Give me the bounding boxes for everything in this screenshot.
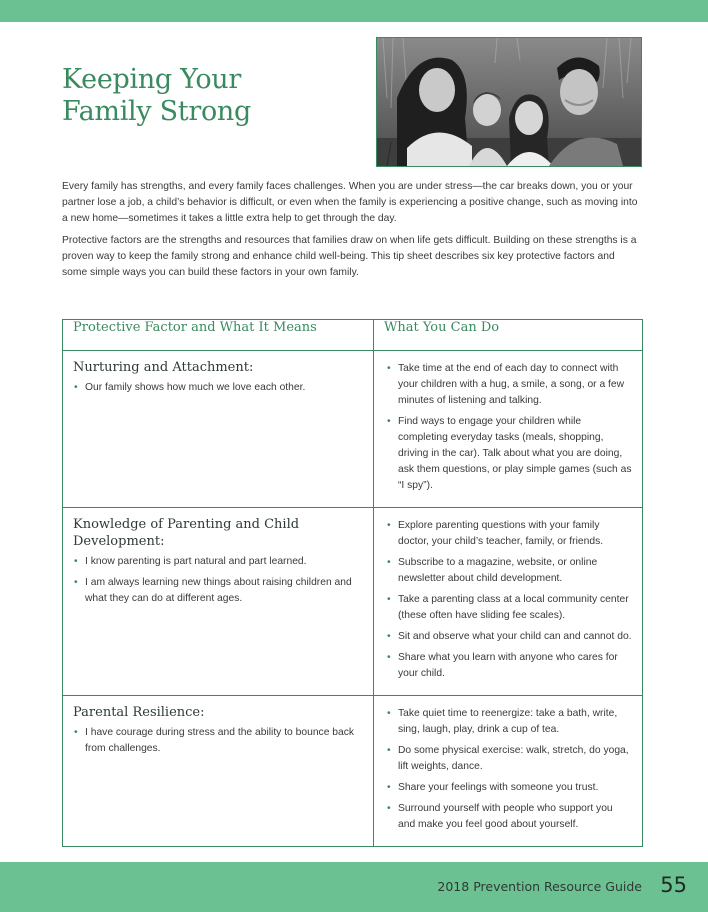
factor-meaning-list: [73, 725, 363, 757]
list-item: • Surround yourself with people who support you and make you feel good about yourself.: [398, 801, 632, 833]
list-item: • I am always learning new things about raising children and what they can do at different ages.: [85, 575, 363, 607]
page-number: 55: [660, 873, 687, 897]
factor-name: Parental Resilience:: [73, 705, 205, 720]
factor-meaning-list: [73, 380, 363, 396]
action-list: [386, 361, 632, 494]
table-row: [63, 351, 643, 508]
table-header-row: [63, 320, 643, 351]
list-item: • Take a parenting class at a local community center (these often have sliding fee scales).: [398, 592, 632, 624]
factor-name: Nurturing and Attachment:: [73, 360, 254, 375]
list-item: • Subscribe to a magazine, website, or online newsletter about child development.: [398, 555, 632, 587]
action-cell: [374, 696, 643, 847]
family-photo-illustration: [377, 38, 641, 166]
page-title-line-2: Family Strong: [62, 96, 251, 127]
action-list: [386, 706, 632, 833]
list-item: • Share your feelings with someone you trust.: [398, 780, 632, 796]
action-cell: [374, 351, 643, 508]
list-item: • Sit and observe what your child can and cannot do.: [398, 629, 632, 645]
table-row: [63, 696, 643, 847]
intro-paragraph-1: Every family has strengths, and every family faces challenges. When you are under stress—the car breaks down, you or your partner lose a job, a child’s behavior is difficult, or even when the family is experiencing a positive change, such as moving into a new home—sometimes it takes a little extra help to get through the day.: [62, 181, 638, 224]
factor-cell: [63, 351, 374, 508]
header-what-you-can-do: What You Can Do: [374, 320, 643, 351]
list-item: • Find ways to engage your children while completing everyday tasks (meals, shopping, driving in the car). Talk about what you are doing, ask them questions, or play simple games (such as “I spy”).: [398, 414, 632, 494]
intro-text: [62, 179, 642, 287]
list-item: • Do some physical exercise: walk, stretch, do yoga, lift weights, dance.: [398, 743, 632, 775]
header-protective-factor: Protective Factor and What It Means: [63, 320, 374, 351]
list-item: • Take time at the end of each day to connect with your children with a hug, a smile, a song, or a few minutes of listening and talking.: [398, 361, 632, 409]
list-item: • Explore parenting questions with your family doctor, your child’s teacher, family, or friends.: [398, 518, 632, 550]
top-accent-bar: [0, 0, 708, 22]
list-item: • Our family shows how much we love each other.: [85, 380, 363, 396]
intro-paragraph-2: Protective factors are the strengths and resources that families draw on when life gets difficult. Building on these strengths is a proven way to keep the family strong and enhance child well-being. This tip sheet describes six key protective factors and some simple ways you can build these factors in your own family.: [62, 235, 637, 278]
factor-cell: [63, 508, 374, 696]
list-item: • Share what you learn with anyone who cares for your child.: [398, 650, 632, 682]
list-item: • Take quiet time to reenergize: take a bath, write, sing, laugh, play, drink a cup of tea.: [398, 706, 632, 738]
page-title: [62, 64, 251, 128]
action-list: [386, 518, 632, 682]
factor-meaning-list: [73, 554, 363, 607]
protective-factors-table: [62, 319, 643, 847]
list-item: • I know parenting is part natural and part learned.: [85, 554, 363, 570]
factor-name: Knowledge of Parenting and Child Development:: [73, 517, 300, 549]
family-photo: [376, 37, 642, 167]
factor-cell: [63, 696, 374, 847]
table-row: [63, 508, 643, 696]
page-title-line-1: Keeping Your: [62, 64, 242, 95]
footer-guide-title: 2018 Prevention Resource Guide: [437, 879, 642, 894]
list-item: • I have courage during stress and the ability to bounce back from challenges.: [85, 725, 363, 757]
action-cell: [374, 508, 643, 696]
